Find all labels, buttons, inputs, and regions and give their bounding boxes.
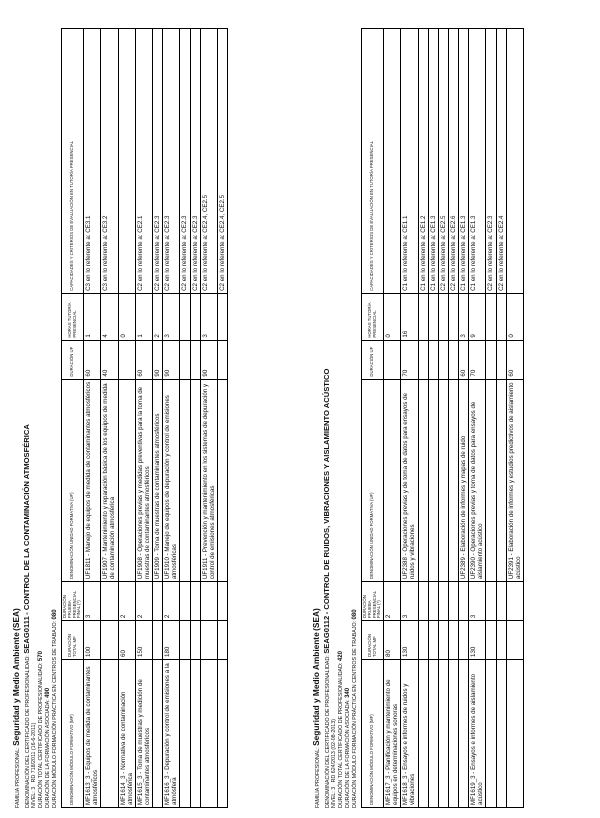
table-row [459, 29, 469, 808]
table-row [200, 29, 217, 808]
tutoring-hours-cell: 4 [101, 293, 118, 340]
tutoring-hours-cell: 9 [469, 293, 486, 340]
certificate-1-table [61, 28, 228, 808]
exam-cell [428, 582, 438, 621]
duration-cell [448, 621, 458, 660]
module-cell [459, 660, 469, 808]
table-row [180, 29, 190, 808]
capacities-cell: C1 en lo referente a: CE1.3 [428, 29, 438, 294]
capacities-cell: C3 en lo referente a: CE3.1 [84, 29, 101, 294]
duration-cell [190, 621, 200, 660]
exam-cell: 3 [401, 582, 418, 621]
table-row [101, 29, 118, 808]
module-cell: MF1617_3 - Planificación y mantenimiento de equipos en determinaciones sonoras [384, 660, 401, 808]
duration-cell: 180 [163, 621, 180, 660]
capacities-cell: C2 en lo referente a: CE2.5 [438, 29, 448, 294]
certificate-2-header [312, 28, 359, 808]
module-cell: MF1613_3 - Equipos de medida de contaminantes atmosféricos [84, 660, 101, 808]
unit-duration-cell [118, 340, 135, 379]
practice-duration-line: DURACIÓN MÓDULO FORMACIÓN PRÁCTICA EN CENTROS DE TRABAJO: 080 [352, 609, 359, 808]
unit-duration-cell [448, 340, 458, 379]
unit-cell [448, 379, 458, 582]
exam-cell: 2 [118, 582, 135, 621]
exam-cell [459, 582, 469, 621]
unit-duration-cell: 60 [506, 340, 523, 379]
total-duration-line: DURACIÓN TOTAL CERTIFICADO DE PROFESIONALIDAD: 570 [37, 651, 44, 808]
tutoring-hours-cell: 16 [401, 293, 418, 340]
col-tutoring-hours: HORAS TUTORÍA PRESENCIAL [362, 293, 384, 340]
module-cell [190, 660, 200, 808]
table-row [217, 29, 227, 808]
module-cell: MF1616_3 - Depuración y control de emisiones a la atmósfera [163, 660, 180, 808]
unit-duration-cell: 60 [135, 340, 152, 379]
exam-cell [190, 582, 200, 621]
exam-cell: 2 [135, 582, 152, 621]
module-cell [101, 660, 118, 808]
capacities-cell: C1 en lo referente a: CE1.3 [469, 29, 486, 294]
tutoring-hours-cell [496, 293, 506, 340]
exam-cell [418, 582, 428, 621]
col-unit: DENOMINACIÓN UNIDAD FORMATIVA (UF) [362, 379, 384, 582]
capacities-cell: C2 en lo referente a: CE2.6 [448, 29, 458, 294]
unit-cell [496, 379, 506, 582]
tutoring-hours-cell [428, 293, 438, 340]
duration-cell: 130 [469, 621, 486, 660]
unit-cell [418, 379, 428, 582]
exam-cell: 2 [384, 582, 401, 621]
capacities-cell: C2 en lo referente a: CE2.4, CE2.5 [217, 29, 227, 294]
module-cell [153, 660, 163, 808]
duration-cell [506, 621, 523, 660]
training-duration-line: DURACIÓN DE LA FORMACIÓN ASOCIADA: 340 [344, 687, 351, 808]
capacities-cell: C1 en lo referente a: CE1.2 [418, 29, 428, 294]
unit-cell: UF1908 - Operaciones previas y medidas preventivas para la toma de muestras de contaminantes atmosféricos [135, 379, 152, 582]
exam-cell [496, 582, 506, 621]
table-row [135, 29, 152, 808]
duration-cell: 130 [401, 621, 418, 660]
tutoring-hours-cell: 0 [384, 293, 401, 340]
table-row [469, 29, 486, 808]
col-exam: DURACIÓN PRUEBA PRESENCIAL FINAL (*) [62, 582, 84, 621]
unit-duration-cell: 60 [84, 340, 101, 379]
table-row [448, 29, 458, 808]
duration-cell [180, 621, 190, 660]
module-cell [438, 660, 448, 808]
exam-cell [506, 582, 523, 621]
duration-cell [496, 621, 506, 660]
col-tutoring-hours: HORAS TUTORÍA PRESENCIAL [62, 293, 84, 340]
duration-cell [428, 621, 438, 660]
exam-cell [486, 582, 496, 621]
exam-cell [448, 582, 458, 621]
module-cell [486, 660, 496, 808]
denom-line: DENOMINACIÓN DEL CERTIFICADO DE PROFESIONALIDAD: SEAG0111 - CONTROL DE LA CONTAMINACIÓN ATMOSFÉRICA [21, 424, 31, 808]
module-cell [217, 660, 227, 808]
table-row [190, 29, 200, 808]
unit-cell [217, 379, 227, 582]
exam-cell [200, 582, 217, 621]
module-cell [496, 660, 506, 808]
unit-cell [118, 379, 135, 582]
certificate-2-table [361, 28, 524, 808]
certificate-1-header [12, 28, 59, 808]
module-cell: MF1619_3 - Ensayos e informes de aislamiento acústico [469, 660, 486, 808]
col-module: DENOMINACIÓN MÓDULO FORMATIVO (MF) [62, 660, 84, 808]
exam-cell [180, 582, 190, 621]
duration-cell: 150 [135, 621, 152, 660]
tutoring-hours-cell [418, 293, 428, 340]
table-header-row [62, 29, 84, 808]
unit-duration-cell: 90 [200, 340, 217, 379]
unit-duration-cell: 60 [459, 340, 469, 379]
tutoring-hours-cell: 1 [84, 293, 101, 340]
denom-line: DENOMINACIÓN DEL CERTIFICADO DE PROFESIONALIDAD: SEAG0112 - CONTROL DE RUIDOS, VIBRACIONES Y AISLAMIENTO ACÚSTICO [321, 368, 331, 808]
duration-cell [486, 621, 496, 660]
tutoring-hours-cell [190, 293, 200, 340]
tutoring-hours-cell [438, 293, 448, 340]
duration-cell: 80 [384, 621, 401, 660]
tutoring-hours-cell [486, 293, 496, 340]
certificate-1 [12, 28, 228, 808]
unit-cell: UF2388 - Operaciones previas y de toma de datos para ensayos de ruidos y vibraciones [401, 379, 418, 582]
tutoring-hours-cell: 1 [135, 293, 152, 340]
level-line: NIVEL: 3 RD 718/2011 (16-6-2011) [31, 722, 38, 808]
col-unit-duration: DURACIÓN UF [62, 340, 84, 379]
module-cell: MF1615_3 - Toma de muestras y medición de contaminantes atmosféricos [135, 660, 152, 808]
level-line: NIVEL: 3 RD 624/2013 (02-08-2013) [331, 719, 338, 808]
family-line: FAMILIA PROFESIONAL: Seguridad y Medio Ambiente (SEA) [311, 608, 321, 808]
module-cell: MF1614_3 - Normativa de contaminación atmosférica [118, 660, 135, 808]
table-header-row [362, 29, 384, 808]
unit-duration-cell: 40 [101, 340, 118, 379]
family-line: FAMILIA PROFESIONAL: Seguridad y Medio Ambiente (SEA) [11, 608, 21, 808]
exam-cell: 3 [469, 582, 486, 621]
training-duration-line: DURACIÓN DE LA FORMACIÓN ASOCIADA: 490 [44, 687, 51, 808]
unit-duration-cell: 90 [163, 340, 180, 379]
duration-cell [459, 621, 469, 660]
unit-duration-cell [438, 340, 448, 379]
unit-duration-cell [486, 340, 496, 379]
capacities-cell [118, 29, 135, 294]
col-module: DENOMINACIÓN MÓDULO FORMATIVO (MF) [362, 660, 384, 808]
table-row [438, 29, 448, 808]
table-row [153, 29, 163, 808]
exam-cell [217, 582, 227, 621]
table-row [496, 29, 506, 808]
unit-duration-cell: 70 [401, 340, 418, 379]
table-row [384, 29, 401, 808]
duration-cell [438, 621, 448, 660]
unit-duration-cell [217, 340, 227, 379]
table-row [84, 29, 101, 808]
module-cell [200, 660, 217, 808]
unit-cell [180, 379, 190, 582]
unit-cell: UF2390 - Operaciones previas y toma de datos para ensayos de aislamiento acústico [469, 379, 486, 582]
tutoring-hours-cell: 3 [163, 293, 180, 340]
duration-cell [418, 621, 428, 660]
exam-cell [153, 582, 163, 621]
unit-duration-cell [428, 340, 438, 379]
col-exam: DURACIÓN PRUEBA PRESENCIAL FINAL (*) [362, 582, 384, 621]
duration-cell [200, 621, 217, 660]
module-cell [180, 660, 190, 808]
col-capacities: CAPACIDADES Y CRITERIOS DE EVALUACIÓN EN TUTORÍA PRESENCIAL [362, 29, 384, 294]
unit-duration-cell [180, 340, 190, 379]
table-row [506, 29, 523, 808]
capacities-cell: C2 en lo referente a: CE2.3 [190, 29, 200, 294]
unit-cell [438, 379, 448, 582]
unit-duration-cell [496, 340, 506, 379]
exam-cell: 3 [84, 582, 101, 621]
exam-cell [438, 582, 448, 621]
table-row [401, 29, 418, 808]
unit-cell: UF2391 - Elaboración de informes y estudios predictivos de aislamiento acústico [506, 379, 523, 582]
unit-cell: UF1911 - Prevención y mantenimiento en los sistemas de depuración y control de emisiones atmosféricas [200, 379, 217, 582]
tutoring-hours-cell [180, 293, 190, 340]
table-row [118, 29, 135, 808]
practice-duration-line: DURACIÓN MÓDULO FORMACIÓN PRÁCTICA EN CENTROS DE TRABAJO: 080 [52, 609, 59, 808]
unit-cell: UF1811 - Manejo de equipos de medida de contaminantes atmosféricos [84, 379, 101, 582]
unit-cell [384, 379, 401, 582]
capacities-cell: C1 en lo referente a: CE1.1 [401, 29, 418, 294]
capacities-cell: C1 en lo referente a: CE1.3 [459, 29, 469, 294]
capacities-cell: C2 en lo referente a: CE2.3 [153, 29, 163, 294]
tutoring-hours-cell: 0 [506, 293, 523, 340]
capacities-cell [506, 29, 523, 294]
unit-duration-cell [418, 340, 428, 379]
unit-duration-cell [190, 340, 200, 379]
table-row [486, 29, 496, 808]
unit-cell: UF1909 - Toma de muestras de contaminantes atmosféricos [153, 379, 163, 582]
capacities-cell: C2 en lo referente a: CE2.3 [163, 29, 180, 294]
tutoring-hours-cell [217, 293, 227, 340]
capacities-cell: C2 en lo referente a: CE2.1 [135, 29, 152, 294]
tutoring-hours-cell: 3 [459, 293, 469, 340]
table-row [163, 29, 180, 808]
module-cell: MF1618_3 - Ensayos e informes de ruidos y vibraciones [401, 660, 418, 808]
unit-duration-cell: 90 [153, 340, 163, 379]
duration-cell [101, 621, 118, 660]
module-cell [428, 660, 438, 808]
capacities-cell: C2 en lo referente a: CE2.3 [486, 29, 496, 294]
tutoring-hours-cell: 2 [153, 293, 163, 340]
tutoring-hours-cell [448, 293, 458, 340]
module-cell [506, 660, 523, 808]
module-cell [448, 660, 458, 808]
unit-duration-cell [384, 340, 401, 379]
capacities-cell: C2 en lo referente a: CE2.4, CE2.5 [200, 29, 217, 294]
tutoring-hours-cell: 3 [200, 293, 217, 340]
unit-cell [190, 379, 200, 582]
duration-cell [217, 621, 227, 660]
col-duration: DURACIÓN TOTAL MF [62, 621, 84, 660]
unit-cell: UF1907 - Mantenimiento y reparación básica de los equipos de medida de contaminación atmosférica [101, 379, 118, 582]
unit-cell: UF2389 - Elaboración de informes y mapas de ruido [459, 379, 469, 582]
capacities-cell: C2 en lo referente a: CE2.3 [180, 29, 190, 294]
unit-cell [428, 379, 438, 582]
table-row [418, 29, 428, 808]
col-capacities: CAPACIDADES Y CRITERIOS DE EVALUACIÓN EN TUTORÍA PRESENCIAL [62, 29, 84, 294]
capacities-cell: C2 en lo referente a: CE2.4 [496, 29, 506, 294]
exam-cell [101, 582, 118, 621]
col-unit-duration: DURACIÓN UF [362, 340, 384, 379]
unit-cell [486, 379, 496, 582]
module-cell [418, 660, 428, 808]
exam-cell: 2 [163, 582, 180, 621]
col-unit: DENOMINACIÓN UNIDAD FORMATIVA (UF) [62, 379, 84, 582]
duration-cell: 60 [118, 621, 135, 660]
capacities-cell [384, 29, 401, 294]
duration-cell: 100 [84, 621, 101, 660]
unit-cell: UF1910 - Manejo de equipos de depuración y control de emisiones atmosféricas [163, 379, 180, 582]
unit-duration-cell: 70 [469, 340, 486, 379]
col-duration: DURACIÓN TOTAL MF [362, 621, 384, 660]
duration-cell [153, 621, 163, 660]
total-duration-line: DURACIÓN TOTAL CERTIFICADO DE PROFESIONALIDAD: 420 [337, 651, 344, 808]
capacities-cell: C3 en lo referente a: CE3.2 [101, 29, 118, 294]
tutoring-hours-cell: 0 [118, 293, 135, 340]
certificate-2 [312, 28, 524, 808]
table-row [428, 29, 438, 808]
